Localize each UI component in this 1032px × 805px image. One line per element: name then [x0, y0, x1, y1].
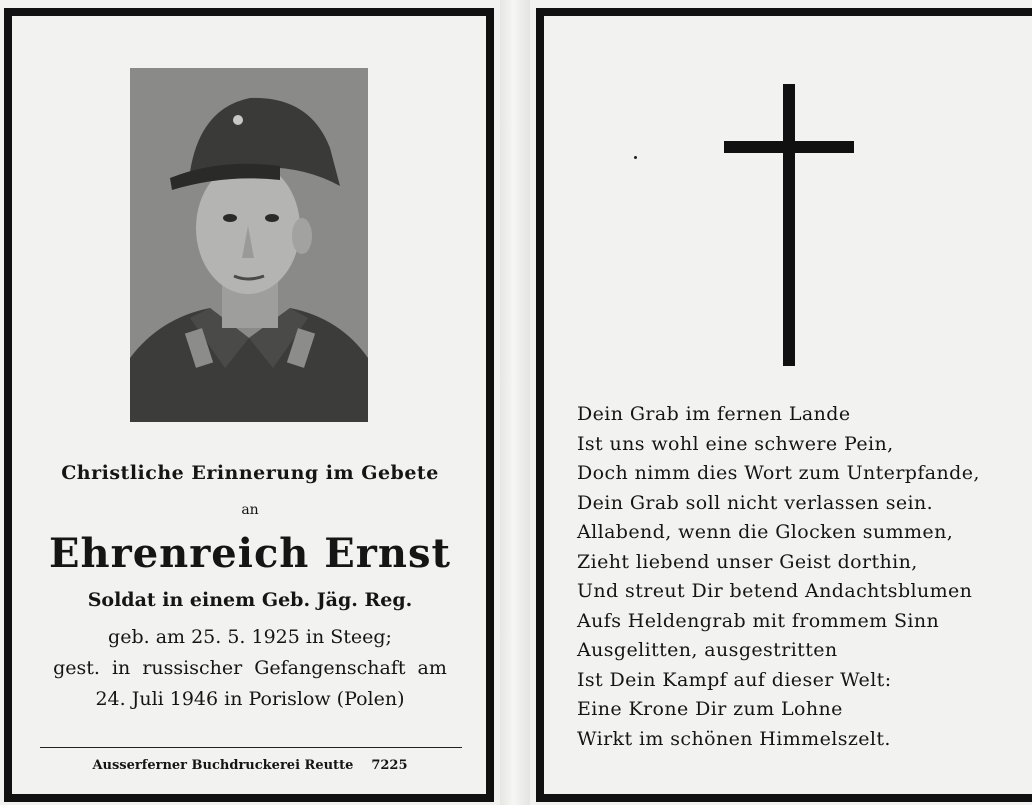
poem-line: Dein Grab im fernen Lande — [577, 403, 851, 425]
poem-line: Ist uns wohl eine schwere Pein, — [577, 432, 894, 455]
poem-line: Zieht liebend unser Geist dorthin, — [577, 550, 918, 573]
dedication-word: an — [241, 502, 259, 518]
printer-number: 7225 — [371, 758, 408, 773]
memorial-heading: Christliche Erinnerung im Gebete — [61, 462, 439, 484]
poem-line: Eine Krone Dir zum Lohne — [577, 698, 843, 720]
memorial-poem — [577, 400, 1017, 754]
printer-credit — [0, 758, 500, 773]
portrait-photo — [130, 68, 368, 422]
printer-divider — [40, 747, 462, 748]
birth-info: geb. am 25. 5. 1925 in Steeg; — [108, 626, 392, 648]
print-speck — [634, 156, 637, 159]
death-info-line1: gest. in russischer Gefangenschaft am — [53, 657, 447, 679]
printer-name: Ausserferner Buchdruckerei Reutte — [92, 758, 354, 773]
deceased-name: Ehrenreich Ernst — [49, 530, 451, 577]
death-info-line2: 24. Juli 1946 in Porislow (Polen) — [95, 688, 405, 710]
military-rank: Soldat in einem Geb. Jäg. Reg. — [87, 589, 413, 611]
poem-line: Aufs Heldengrab mit frommem Sinn — [577, 609, 940, 632]
poem-line: Wirkt im schönen Himmelszelt. — [577, 727, 891, 750]
left-panel — [0, 0, 500, 805]
poem-line: Allabend, wenn die Glocken summen, — [577, 521, 954, 543]
cross-icon — [783, 84, 795, 366]
poem-line: Und streut Dir betend Andachtsblumen — [577, 580, 973, 602]
poem-line: Doch nimm dies Wort zum Unterpfande, — [577, 462, 980, 484]
cross-icon-bar — [724, 141, 854, 153]
poem-line: Ausgelitten, ausgestritten — [577, 639, 838, 661]
card-fold — [500, 0, 530, 805]
soldier-portrait-icon — [130, 68, 368, 422]
poem-line: Dein Grab soll nicht verlassen sein. — [577, 491, 934, 514]
poem-line: Ist Dein Kampf auf dieser Welt: — [577, 668, 892, 691]
